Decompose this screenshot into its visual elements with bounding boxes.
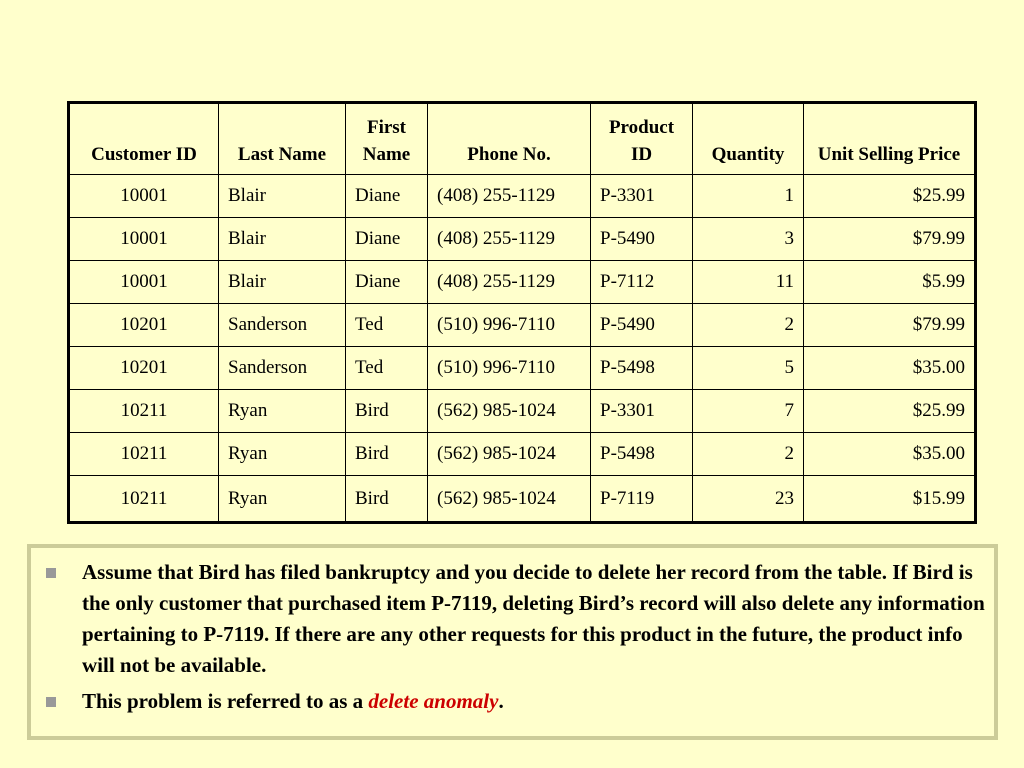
cell-last-name: Blair [219, 175, 346, 218]
note-text-suffix: . [498, 689, 504, 713]
cell-product-id: P-3301 [591, 175, 693, 218]
cell-phone: (510) 996-7110 [428, 304, 591, 347]
cell-first-name: Bird [346, 476, 428, 523]
cell-unit-price: $15.99 [804, 476, 976, 523]
cell-last-name: Blair [219, 218, 346, 261]
cell-last-name: Ryan [219, 390, 346, 433]
square-bullet-icon [46, 697, 56, 707]
cell-phone: (562) 985-1024 [428, 433, 591, 476]
cell-product-id: P-7112 [591, 261, 693, 304]
note-text-delete-scenario: Assume that Bird has filed bankruptcy and you decide to delete her record from the table. If Bird is the only customer that purchased item P-7119, deleting Bird’s record will also delete any information pertaining to P-7119. If there are any other requests for this product in the future, the product info will not be available. [82, 560, 985, 677]
delete-anomaly-term: delete anomaly [368, 689, 499, 713]
cell-product-id: P-5498 [591, 347, 693, 390]
header-last-name: Last Name [219, 103, 346, 175]
cell-phone: (408) 255-1129 [428, 218, 591, 261]
cell-quantity: 7 [693, 390, 804, 433]
header-quantity: Quantity [693, 103, 804, 175]
cell-customer-id: 10201 [69, 304, 219, 347]
cell-customer-id: 10001 [69, 261, 219, 304]
cell-unit-price: $35.00 [804, 347, 976, 390]
cell-first-name: Ted [346, 304, 428, 347]
cell-first-name: Ted [346, 347, 428, 390]
table-row [69, 175, 976, 218]
cell-unit-price: $79.99 [804, 218, 976, 261]
cell-product-id: P-5490 [591, 304, 693, 347]
cell-first-name: Diane [346, 175, 428, 218]
header-product-id: Product ID [591, 103, 693, 175]
cell-last-name: Blair [219, 261, 346, 304]
cell-quantity: 3 [693, 218, 804, 261]
table-row [69, 304, 976, 347]
cell-customer-id: 10211 [69, 433, 219, 476]
note-bullet-item [82, 686, 987, 717]
cell-product-id: P-7119 [591, 476, 693, 523]
cell-quantity: 23 [693, 476, 804, 523]
cell-quantity: 5 [693, 347, 804, 390]
orders-table [67, 101, 977, 524]
cell-phone: (562) 985-1024 [428, 476, 591, 523]
cell-customer-id: 10001 [69, 218, 219, 261]
cell-unit-price: $35.00 [804, 433, 976, 476]
cell-phone: (408) 255-1129 [428, 175, 591, 218]
cell-unit-price: $5.99 [804, 261, 976, 304]
cell-phone: (562) 985-1024 [428, 390, 591, 433]
cell-first-name: Diane [346, 218, 428, 261]
cell-last-name: Sanderson [219, 304, 346, 347]
table-body [69, 175, 976, 523]
cell-customer-id: 10201 [69, 347, 219, 390]
cell-first-name: Bird [346, 390, 428, 433]
table-row [69, 261, 976, 304]
cell-customer-id: 10211 [69, 476, 219, 523]
header-first-name: First Name [346, 103, 428, 175]
cell-quantity: 2 [693, 304, 804, 347]
cell-last-name: Sanderson [219, 347, 346, 390]
header-customer-id: Customer ID [69, 103, 219, 175]
note-bullet-item [82, 557, 987, 681]
cell-phone: (510) 996-7110 [428, 347, 591, 390]
note-list [82, 557, 987, 722]
header-phone: Phone No. [428, 103, 591, 175]
header-unit-price: Unit Selling Price [804, 103, 976, 175]
cell-last-name: Ryan [219, 476, 346, 523]
cell-product-id: P-5498 [591, 433, 693, 476]
note-text-prefix: This problem is referred to as a [82, 689, 369, 713]
cell-first-name: Diane [346, 261, 428, 304]
cell-quantity: 11 [693, 261, 804, 304]
cell-customer-id: 10001 [69, 175, 219, 218]
cell-phone: (408) 255-1129 [428, 261, 591, 304]
square-bullet-icon [46, 568, 56, 578]
cell-customer-id: 10211 [69, 390, 219, 433]
cell-first-name: Bird [346, 433, 428, 476]
cell-unit-price: $25.99 [804, 175, 976, 218]
table-row [69, 390, 976, 433]
note-box [27, 544, 998, 740]
cell-product-id: P-3301 [591, 390, 693, 433]
cell-last-name: Ryan [219, 433, 346, 476]
table-row [69, 347, 976, 390]
cell-unit-price: $79.99 [804, 304, 976, 347]
table-row [69, 218, 976, 261]
table-row [69, 476, 976, 523]
cell-quantity: 2 [693, 433, 804, 476]
cell-unit-price: $25.99 [804, 390, 976, 433]
table-row [69, 433, 976, 476]
header-row [69, 103, 976, 175]
cell-quantity: 1 [693, 175, 804, 218]
cell-product-id: P-5490 [591, 218, 693, 261]
